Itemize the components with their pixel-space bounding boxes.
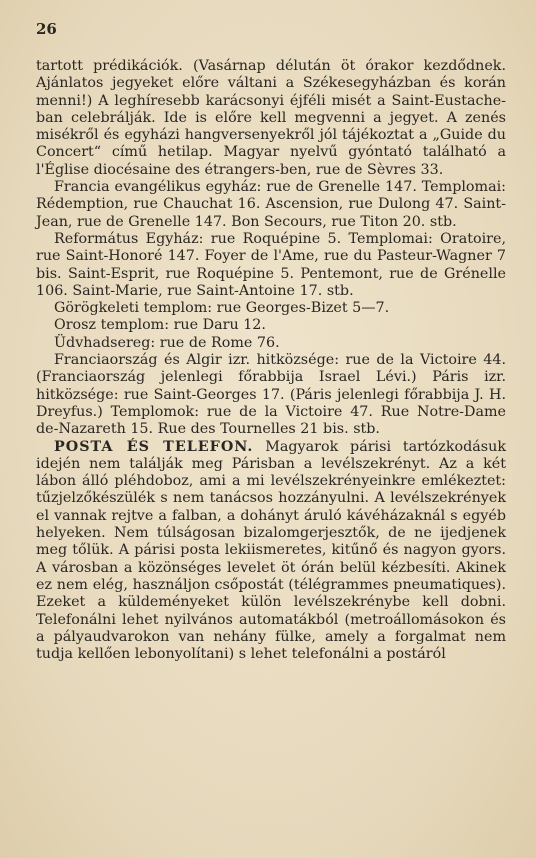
paragraph-sermons: tartott prédikációk. (Vasárnap délután öt órakor kezdődnek. Ajánlatos jegyeket előre váltani a Székesegyházban és korán menni!) A leghíresebb karácsonyi éjféli misét a Saint-Eustache-ban celebrálják. Ide is előre kell megvenni a jegyet. A zenés misékről és egyházi hangversenyekről jól tájékoztat a „Guide du Concert“ című hetilap. Magyar nyelvű gyóntató található a l'Église diocésaine des étrangers-ben, rue de Sèvres 33. xyxy=(36,58,506,178)
paragraph-reformed-church: Református Egyház: rue Roquépine 5. Templomai: Oratoire, rue Saint-Honoré 147. Foyer de l'Ame, rue du Pasteur-Wagner 7 bis. Saint-Esprit, rue Roquépine 5. Pentemont, rue de Grénelle 106. Saint-Marie, rue Saint-Antoine 17. stb. xyxy=(36,230,506,299)
paragraph-salvation-army: Üdvhadsereg: rue de Rome 76. xyxy=(54,334,280,351)
page-number: 26 xyxy=(36,20,57,38)
section-heading-post: POSTA ÉS TELEFON. xyxy=(54,438,254,455)
paragraph-russian-church: Orosz templom: rue Daru 12. xyxy=(54,317,266,334)
body-text xyxy=(36,58,506,663)
paragraph-post-telephone xyxy=(36,439,506,664)
paragraph-lutheran-church: Francia evangélikus egyház: rue de Grenelle 147. Templomai: Rédemption, rue Chauchat 16. Ascension, rue Dulong 47. Saint-Jean, rue de Grenelle 147. Bon Secours, rue Titon 20. stb. xyxy=(36,179,506,230)
post-telephone-text: Magyarok párisi tartózkodásuk idején nem találják meg Párisban a levélszekrényt. Az a két lábon álló pléhdoboz, ami a mi levélszekrényeinkre emlékeztet: tűzjelzőkészülék s nem tanácsos hozzányulni. A levélszekrények el vannak rejtve a falban, a dohányt áruló kávéházaknál s egyéb helyeken. Nem túlságosan bizalomgerjesztők, de ne ijedjenek meg tőlük. A párisi posta lekiismeretes, kitűnő és nagyon gyors. A városban a közönséges levelet öt órán belül kézbesíti. Akinek ez nem elég, használjon csőpostát (télégrammes pneumatiques). Ezeket a küldeményeket külön levélszekrénybe kell dobni. Telefonálni lehet nyilvános automatákból (metroállomásokon és a pályaudvarokon van nehány fülke, amely a forgalmat nem tudja kellően lebonyolítani) s lehet telefonálni a postáról xyxy=(36,438,506,663)
paragraph-jewish-community: Franciaország és Algir izr. hitközsége: rue de la Victoire 44. (Franciaország jelenlegi főrabbija Israel Lévi.) Páris izr. hitközsége: rue Saint-Georges 17. (Páris jelenlegi főrabbija J. H. Dreyfus.) Templomok: rue de la Victoire 47. Rue Notre-Dame de-Nazareth 15. Rue des Tournelles 21 bis. stb. xyxy=(36,352,506,438)
paragraph-orthodox-church: Görögkeleti templom: rue Georges-Bizet 5—7. xyxy=(54,300,390,317)
